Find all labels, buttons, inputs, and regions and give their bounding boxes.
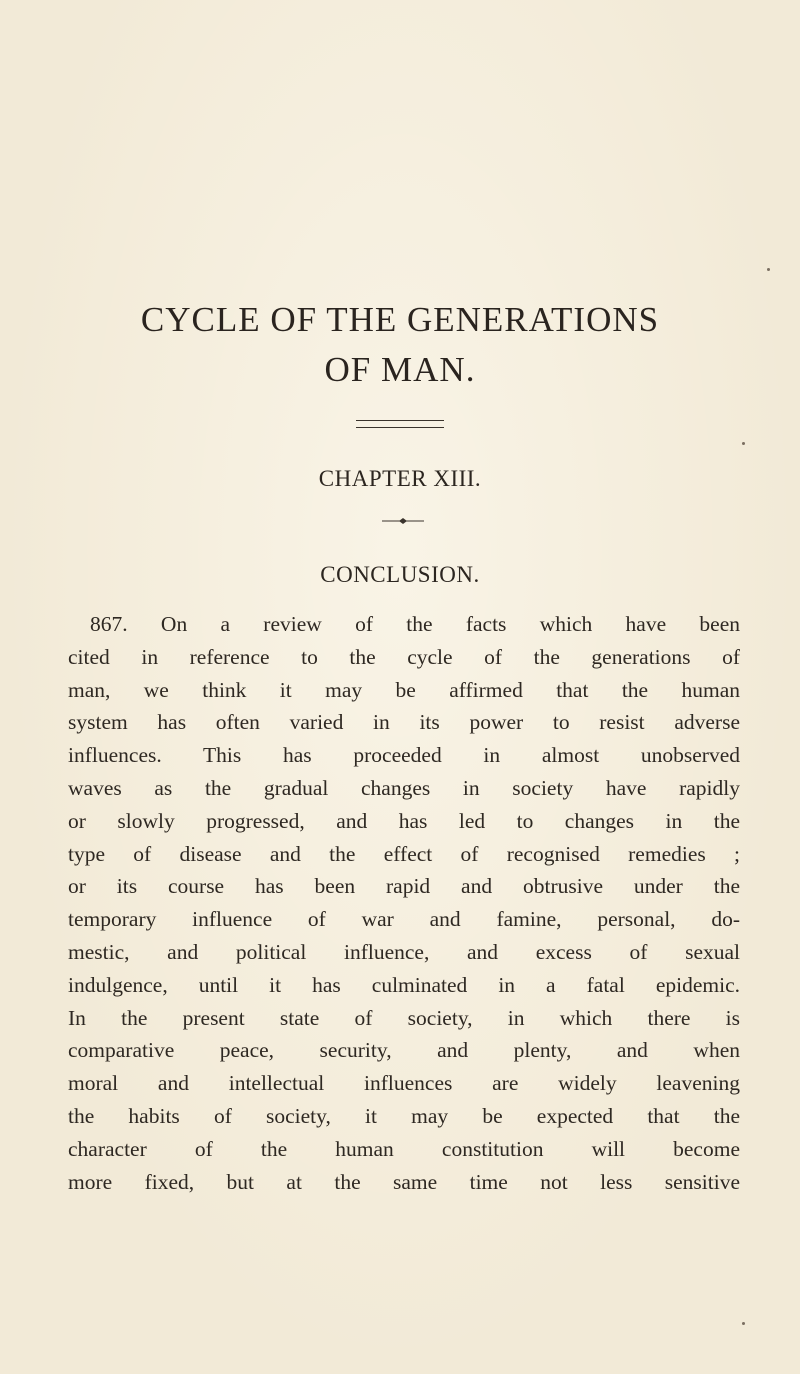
section-heading: CONCLUSION. — [320, 562, 480, 587]
book-title-line-1: CYCLE OF THE GENERATIONS — [140, 300, 660, 339]
body-paragraph — [68, 608, 740, 1198]
double-rule-divider — [356, 420, 444, 428]
paragraph-line: or slowly progressed, and has led to changes in the — [68, 808, 740, 833]
paper-speck — [742, 442, 745, 445]
paragraph-line: moral and intellectual influences are widely leavening — [68, 1071, 740, 1096]
paragraph-line: or its course has been rapid and obtrusive under the — [68, 874, 740, 899]
paragraph-line: In the present state of society, in which there is — [68, 1005, 740, 1030]
paragraph-line: system has often varied in its power to resist adverse — [68, 710, 740, 735]
paragraph-line: mestic, and political influence, and excess of sexual — [68, 939, 740, 964]
book-title-line-2: OF MAN. — [324, 350, 476, 389]
paragraph-line: cited in reference to the cycle of the generations of — [68, 644, 740, 669]
paragraph-line: indulgence, until it has culminated in a fatal epidemic. — [68, 972, 740, 997]
paper-speck — [767, 268, 770, 271]
paragraph-line: 867. On a review of the facts which have been — [90, 612, 740, 636]
paragraph-line: the habits of society, it may be expected that the — [68, 1103, 740, 1128]
paragraph-line: comparative peace, security, and plenty, and when — [68, 1038, 740, 1063]
chapter-heading: CHAPTER XIII. — [318, 466, 482, 491]
paragraph-line: more fixed, but at the same time not less sensitive — [68, 1169, 740, 1194]
paragraph-line: type of disease and the effect of recognised remedies ; — [68, 841, 740, 866]
paragraph-line: character of the human constitution will become — [68, 1136, 740, 1161]
paragraph-line: temporary influence of war and famine, personal, do- — [68, 907, 740, 932]
diamond-rule-ornament — [382, 516, 424, 526]
paragraph-line: influences. This has proceeded in almost unobserved — [68, 743, 740, 768]
paragraph-line: waves as the gradual changes in society have rapidly — [68, 775, 740, 800]
paragraph-line: man, we think it may be affirmed that the human — [68, 677, 740, 702]
paper-speck — [742, 1322, 745, 1325]
